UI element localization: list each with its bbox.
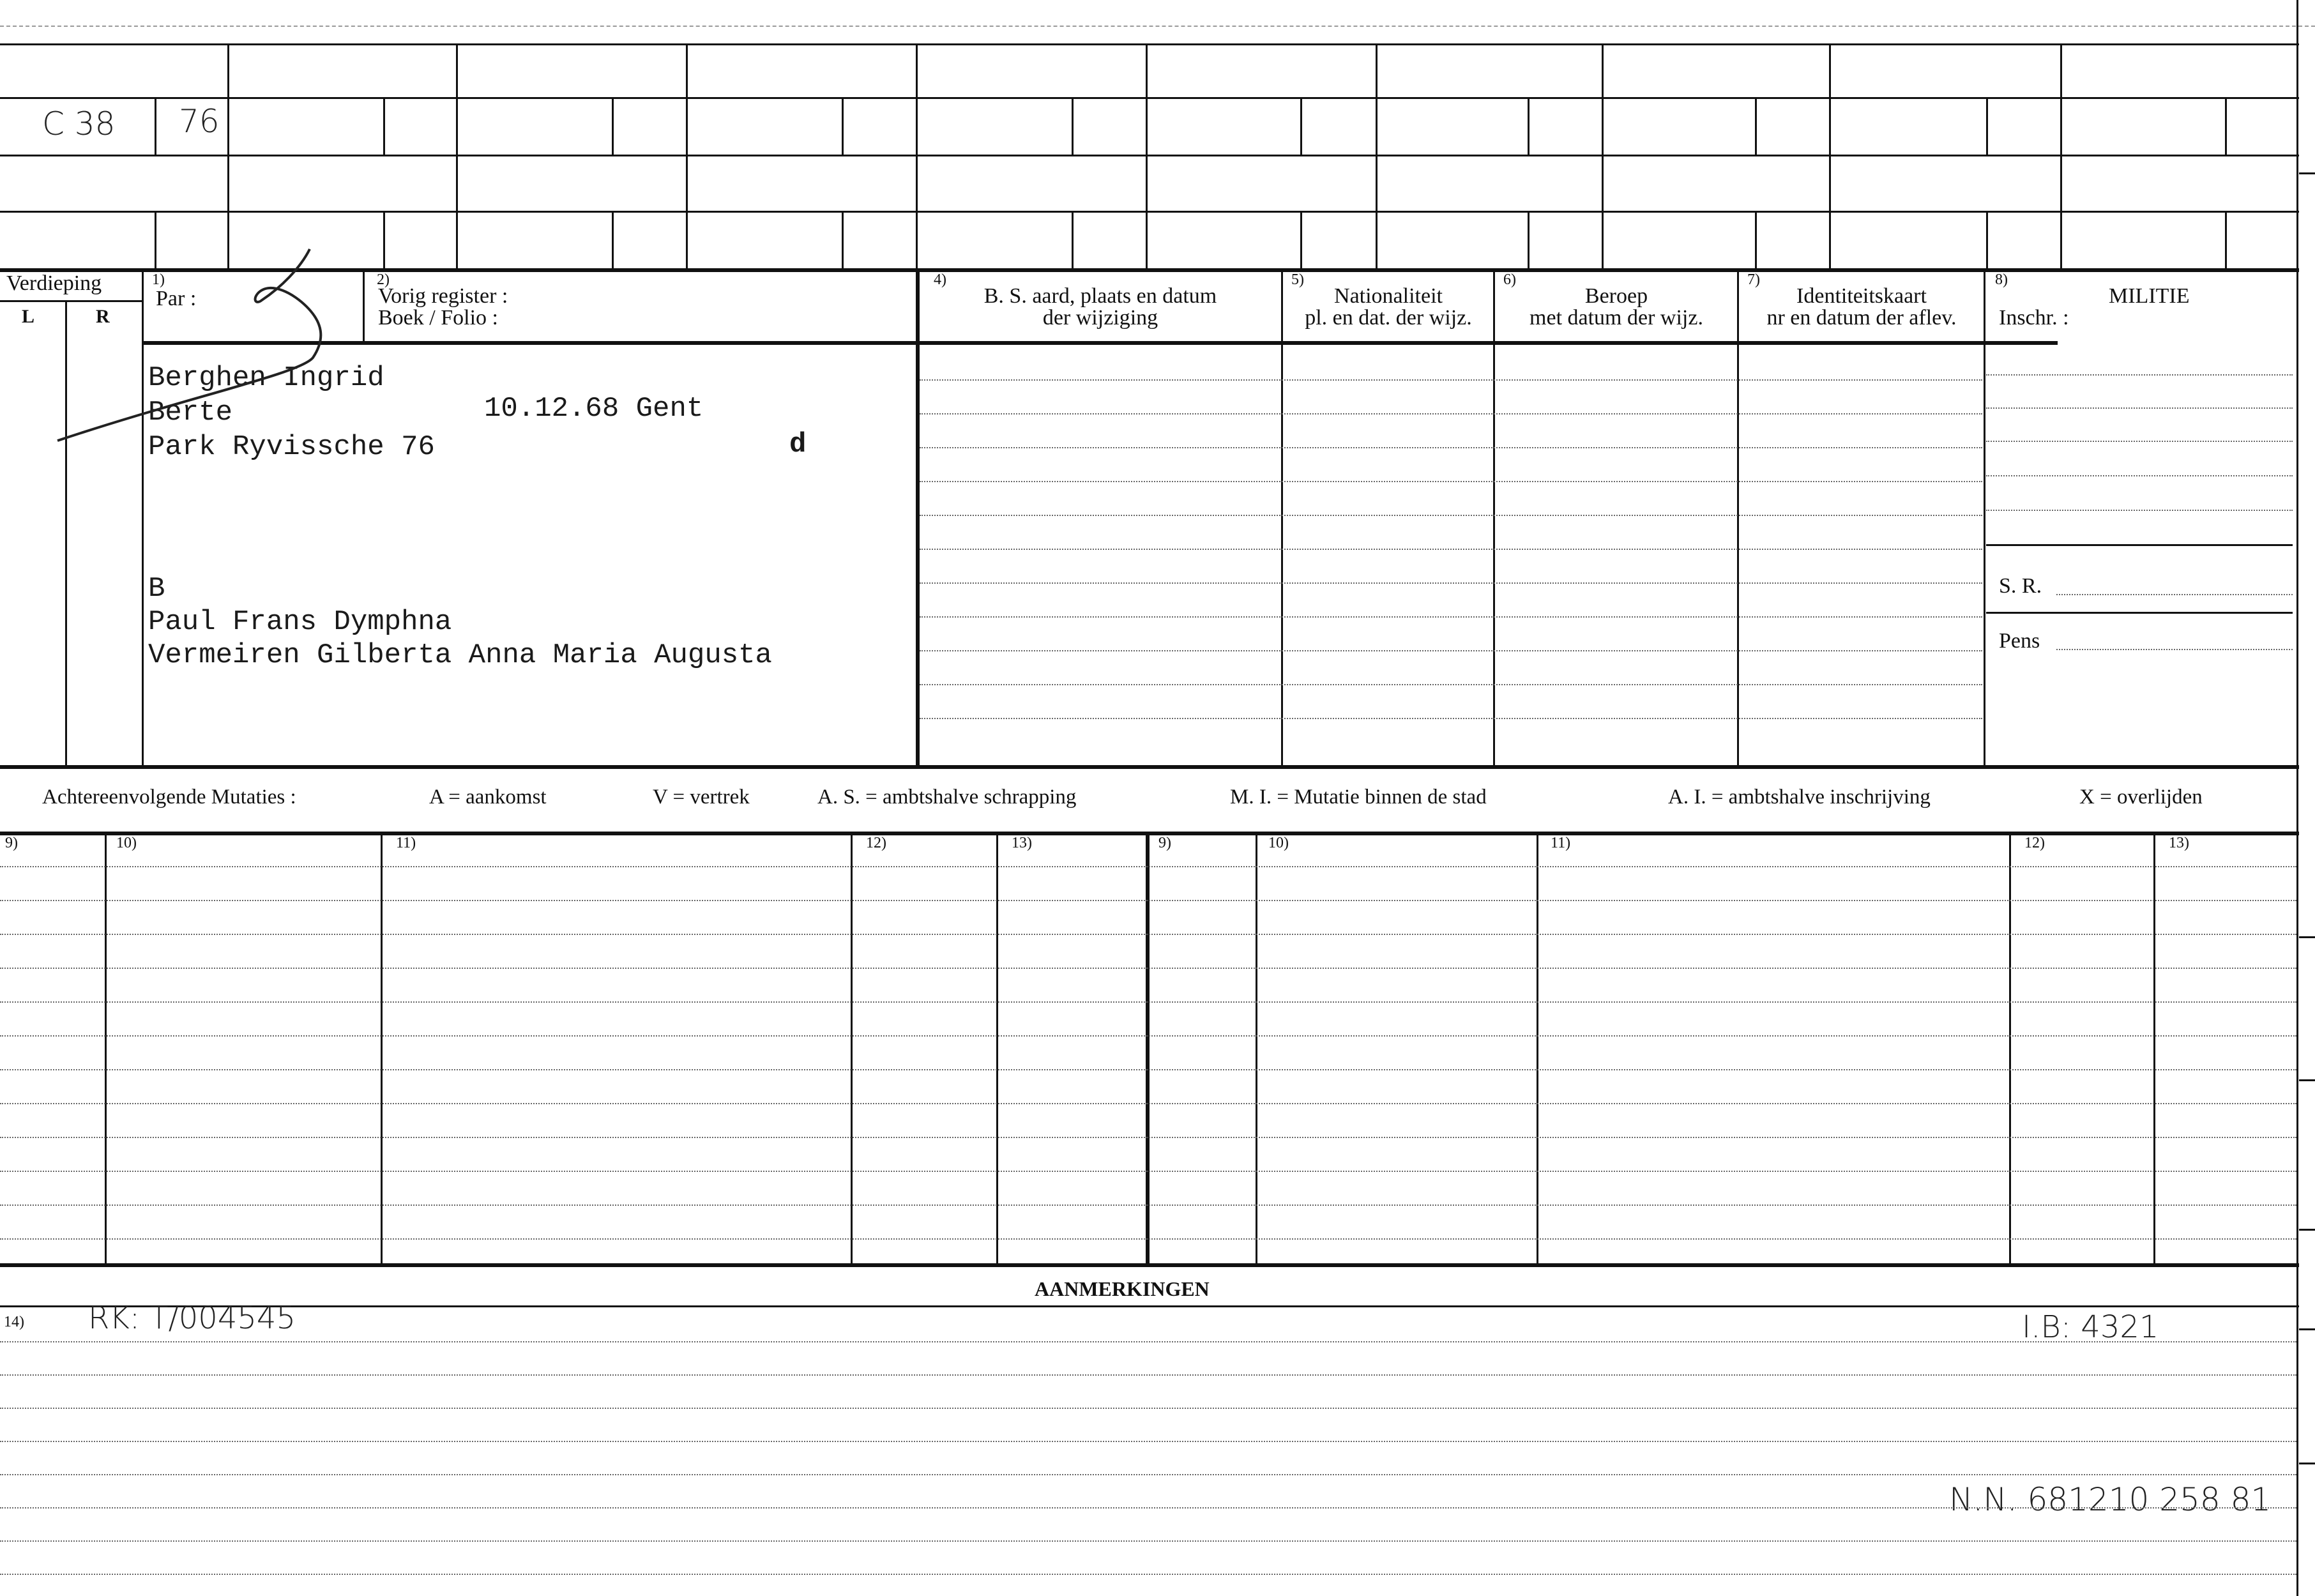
col4-line2: der wijziging xyxy=(1042,306,1158,330)
ruled-line xyxy=(0,900,2296,901)
grid-tick xyxy=(1072,211,1074,270)
grid-tick xyxy=(1986,211,1988,270)
margin-tick xyxy=(2299,1229,2315,1231)
col7-number: 7) xyxy=(1747,271,1760,288)
grid-tick xyxy=(155,97,156,155)
grid-line xyxy=(2009,833,2011,1263)
legend-item: A. S. = ambtshalve schrapping xyxy=(817,786,1077,809)
legend-item: A. I. = ambtshalve inschrijving xyxy=(1668,786,1931,809)
mut-col-13: 13) xyxy=(1012,835,1032,851)
militie-pens: Pens xyxy=(1999,629,2040,653)
col2-line1: Vorig register : xyxy=(378,284,508,308)
col6-line1: Beroep xyxy=(1584,284,1648,308)
grid-tick xyxy=(612,211,614,270)
person-surname: Berghen Ingrid xyxy=(148,362,384,394)
grid-line xyxy=(1376,43,1378,270)
remarks-rk: RK: T/004545 xyxy=(88,1300,296,1336)
mut-col-9: 9) xyxy=(5,835,18,851)
col1-label: Par : xyxy=(156,287,197,310)
grid-tick xyxy=(1072,97,1074,155)
header-code: C 38 xyxy=(42,105,116,142)
col7-line1: Identiteitskaart xyxy=(1796,284,1927,308)
top-edge-noise xyxy=(0,26,2315,27)
remarks-nn: N.N. 681210 258 81 xyxy=(1949,1481,2272,1518)
ruled-line xyxy=(0,1035,2296,1037)
ruled-line xyxy=(920,379,1982,381)
grid-line xyxy=(1984,268,1985,766)
ruled-line xyxy=(920,549,1982,550)
col6-line2: met datum der wijz. xyxy=(1529,306,1703,330)
person-mark: d xyxy=(789,429,807,460)
ruled-line xyxy=(920,582,1982,584)
mut-col-10: 10) xyxy=(116,835,137,851)
grid-tick xyxy=(1755,97,1757,155)
mut-col-11: 11) xyxy=(396,835,416,851)
verdieping-right: R xyxy=(96,306,110,327)
col2-number: 2) xyxy=(377,271,390,288)
ruled-line xyxy=(0,1341,2296,1342)
ruled-line xyxy=(920,481,1982,482)
margin-tick xyxy=(2299,1463,2315,1464)
person-section: B xyxy=(148,573,165,605)
ruled-line xyxy=(0,1171,2296,1172)
grid-line xyxy=(996,833,998,1263)
ruled-line xyxy=(0,1441,2296,1442)
remarks-ib: I.B: 4321 xyxy=(2022,1309,2159,1345)
person-mother: Vermeiren Gilberta Anna Maria Augusta xyxy=(148,639,772,671)
remarks-divider xyxy=(0,1305,2299,1307)
remarks-title: AANMERKINGEN xyxy=(1035,1277,1210,1300)
grid-tick xyxy=(1528,97,1529,155)
grid-tick xyxy=(383,97,385,155)
col4-line1: B. S. aard, plaats en datum xyxy=(983,284,1217,308)
person-address: Park Ryvissche 76 xyxy=(148,431,435,463)
ruled-line xyxy=(0,1574,2296,1575)
militie-title: MILITIE xyxy=(2109,284,2190,308)
grid-tick xyxy=(1986,97,1988,155)
ruled-line xyxy=(0,934,2296,935)
col8-number: 8) xyxy=(1995,271,2008,288)
legend-item: V = vertrek xyxy=(653,786,750,809)
margin-tick xyxy=(2299,936,2315,938)
grid-line xyxy=(851,833,853,1263)
table-bottom-border xyxy=(0,765,2299,769)
grid-line xyxy=(916,43,918,270)
person-father: Paul Frans Dymphna xyxy=(148,606,452,638)
grid-line xyxy=(1602,43,1604,270)
ruled-line xyxy=(0,866,2296,867)
mutation-top-border xyxy=(0,832,2299,835)
mut-col-9b: 9) xyxy=(1158,835,1171,851)
ruled-line xyxy=(920,650,1982,651)
col4-number: 4) xyxy=(934,271,946,288)
grid-tick xyxy=(842,97,844,155)
ruled-line xyxy=(0,1507,2296,1509)
militie-line xyxy=(1986,407,2293,409)
ruled-line xyxy=(0,1374,2296,1376)
ruled-line xyxy=(0,1205,2296,1206)
militie-line xyxy=(1986,475,2293,476)
ruled-line xyxy=(0,1001,2296,1003)
ruled-line xyxy=(920,447,1982,448)
handwritten-strike-mark xyxy=(0,230,409,460)
col5-line2: pl. en dat. der wijz. xyxy=(1305,306,1472,330)
militie-divider xyxy=(1986,544,2293,546)
grid-line xyxy=(1256,833,1257,1263)
mut-col-13b: 13) xyxy=(2169,835,2189,851)
verdieping-left: L xyxy=(22,306,35,327)
col7-line2: nr en datum der aflev. xyxy=(1766,306,1957,330)
ruled-line xyxy=(0,1069,2296,1070)
grid-line xyxy=(1493,268,1495,766)
grid-tick xyxy=(1300,97,1302,155)
legend-item: M. I. = Mutatie binnen de stad xyxy=(1230,786,1487,809)
ruled-line xyxy=(920,684,1982,685)
militie-sr: S. R. xyxy=(1999,574,2042,598)
col2-line2: Boek / Folio : xyxy=(378,306,498,330)
grid-line xyxy=(0,155,2299,156)
militie-divider xyxy=(1986,612,2293,614)
ruled-line xyxy=(0,1238,2296,1240)
ruled-line xyxy=(0,1540,2296,1542)
header-number: 76 xyxy=(179,103,220,140)
grid-line xyxy=(2060,43,2062,270)
grid-line xyxy=(1281,268,1283,766)
right-edge-line xyxy=(2296,0,2298,1596)
legend-title: Achtereenvolgende Mutaties : xyxy=(42,786,296,809)
grid-line xyxy=(1146,833,1150,1263)
verdieping-label: Verdieping xyxy=(6,271,102,295)
col6-number: 6) xyxy=(1503,271,1516,288)
ruled-line xyxy=(0,968,2296,969)
grid-tick xyxy=(842,211,844,270)
grid-line xyxy=(1146,43,1148,270)
mut-col-12: 12) xyxy=(866,835,886,851)
mut-col-10b: 10) xyxy=(1268,835,1289,851)
grid-line xyxy=(916,268,920,766)
header-bottom-border xyxy=(142,341,2058,345)
remarks-number: 14) xyxy=(4,1314,24,1330)
legend-item: X = overlijden xyxy=(2079,786,2203,809)
militie-pens-line xyxy=(2056,649,2293,650)
grid-line xyxy=(1537,833,1538,1263)
grid-line xyxy=(456,43,458,270)
militie-line xyxy=(1986,510,2293,511)
grid-line xyxy=(686,43,688,270)
grid-line xyxy=(105,833,107,1263)
margin-tick xyxy=(2299,1328,2315,1330)
margin-tick xyxy=(2299,172,2315,174)
legend-item: A = aankomst xyxy=(429,786,547,809)
grid-tick xyxy=(1528,211,1529,270)
mutation-bottom-border xyxy=(0,1263,2299,1267)
militie-line xyxy=(1986,374,2293,376)
grid-line xyxy=(1829,43,1831,270)
grid-tick xyxy=(1300,211,1302,270)
col1-number: 1) xyxy=(152,271,165,288)
ruled-line xyxy=(920,616,1982,618)
col5-number: 5) xyxy=(1291,271,1304,288)
mut-col-11b: 11) xyxy=(1551,835,1571,851)
ruled-line xyxy=(920,718,1982,719)
grid-line xyxy=(2153,833,2155,1263)
ruled-line xyxy=(0,1474,2296,1475)
ruled-line xyxy=(920,515,1982,516)
ruled-line xyxy=(0,1103,2296,1104)
grid-line xyxy=(0,43,2299,45)
militie-line xyxy=(1986,441,2293,442)
militie-sr-line xyxy=(2056,594,2293,595)
mut-col-12b: 12) xyxy=(2024,835,2045,851)
grid-tick xyxy=(612,97,614,155)
grid-line xyxy=(0,211,2299,213)
grid-tick xyxy=(1755,211,1757,270)
col5-line1: Nationaliteit xyxy=(1334,284,1443,308)
grid-tick xyxy=(2225,97,2227,155)
militie-inschr: Inschr. : xyxy=(1999,306,2069,330)
grid-tick xyxy=(2225,211,2227,270)
grid-line xyxy=(1737,268,1739,766)
ruled-line xyxy=(0,1137,2296,1138)
grid-line xyxy=(0,97,2299,99)
person-given-name: Berte xyxy=(148,397,233,429)
grid-line xyxy=(381,833,383,1263)
ruled-line xyxy=(920,413,1982,414)
person-birth: 10.12.68 Gent xyxy=(484,393,704,425)
margin-tick xyxy=(2299,1079,2315,1081)
ruled-line xyxy=(0,1408,2296,1409)
